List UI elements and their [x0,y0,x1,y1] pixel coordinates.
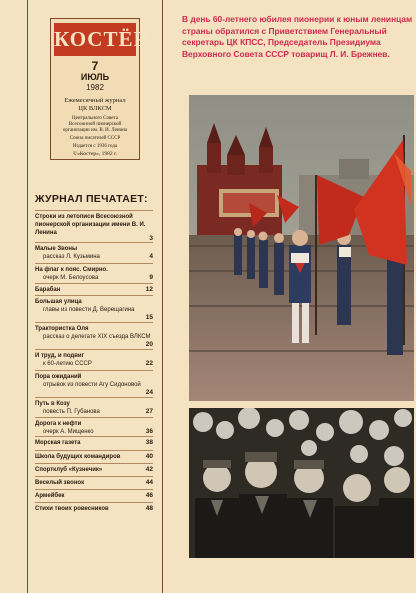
copyright: ©«Костер», 1982 г. [72,151,118,157]
issue-number: 7 [91,59,99,73]
issue-year: 1982 [86,83,104,92]
magazine-logo: КОСТЁР [54,23,136,56]
children-photo [189,408,414,558]
toc-item[interactable]: Стихи твоих ровесников 48 [35,502,153,513]
org-line-3: организации им. В. И. Ленина [62,128,128,133]
toc-item[interactable]: Дорога к нефти очерк А. Мищенко 36 [35,417,153,436]
toc-item[interactable]: Морская газета 38 [35,436,153,447]
desc-line-1: Ежемесячный журнал [64,97,126,104]
since-year: Издается с 1936 года [72,144,118,149]
intro-text: В день 60-летнего юбилея пионерии к юным ленинцам страны обратился с Приветствием Генеральный секретарь ЦК КПСС, Председатель Президиума Верховного Совета СССР товарищ Л. И. Брежнев. [182,14,413,59]
toc-item[interactable]: На флаг к пояс. Смирно. очерк М. Белоусова 9 [35,263,153,282]
org-line-1: Центрального Совета [72,116,118,121]
org-line-2: Всесоюзной пионерской [68,122,122,127]
desc-line-2: ЦК ВЛКСМ [78,105,112,112]
toc-item[interactable]: Армейбек 46 [35,489,153,500]
toc-item[interactable]: Строки из летописи Всесоюзной пионерской организации имени В. И. Ленина 3 [35,210,153,243]
masthead [50,18,148,160]
toc-heading: ЖУРНАЛ ПЕЧАТАЕТ: [35,193,148,205]
writers-union: Союза писателей СССР [69,136,121,141]
toc-item[interactable]: Барабан 12 [35,283,153,294]
toc-item[interactable]: Трактористка Оля рассказ о делегате XIX съезда ВЛКСМ 20 [35,322,153,349]
toc-item[interactable]: Пора ожиданий отрывок из повести Агу Сидоновой 24 [35,370,153,397]
toc-item[interactable]: Спортклуб «Кузнечик» 42 [35,463,153,474]
toc-item[interactable]: Школа будущих командиров 40 [35,450,153,461]
toc-item[interactable]: Путь в Козу повесть П. Губанова 27 [35,397,153,416]
toc-item[interactable]: Веселый звонок 44 [35,476,153,487]
toc-item[interactable]: Большая улица главы из повести Д. Верещагина 15 [35,295,153,322]
issue-month: ИЮЛЬ [80,72,110,82]
toc-item[interactable]: Малые Звоны рассказ Л. Кузьмина 4 [35,242,153,261]
parade-photo [189,95,414,401]
toc-item[interactable]: И труд, и подвиг к 60-летию СССР 22 [35,349,153,368]
left-margin-rule [27,0,28,593]
column-divider [162,0,163,593]
